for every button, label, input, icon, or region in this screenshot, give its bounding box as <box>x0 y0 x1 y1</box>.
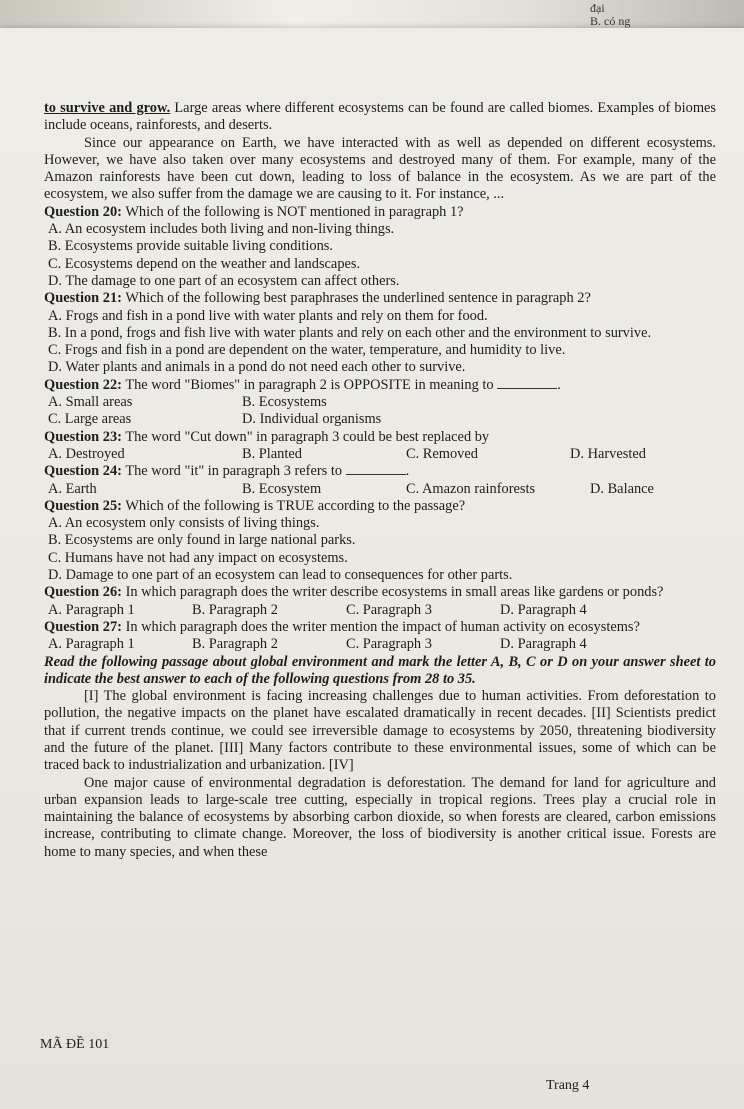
question-22-label: Question 22: <box>44 376 122 393</box>
q21-option-d[interactable]: D. Water plants and animals in a pond do not need each other to survive. <box>48 359 466 376</box>
question-26-text: In which paragraph does the writer describe ecosystems in small areas like gardens or ponds? <box>125 584 664 601</box>
question-27-text: In which paragraph does the writer mention the impact of human activity on ecosystems? <box>125 618 640 635</box>
passage-2-paragraph-1: [I] The global environment is facing increasing challenges due to human activities. From deforestation to pollution, the negative impacts on the planet have escalated dramatically in recent decades. [II] Scientists predict that if current trends continue, we could see irreversible damage to ecosystems by 2050, threatening biodiversity and the future of the planet. [III] Many factors contribute to these environmental issues, some of which can be traced back to industrialization and urbanization. [IV] <box>44 688 716 774</box>
q27-options-row <box>44 636 716 653</box>
q22-options-row-2 <box>44 411 716 428</box>
q22-option-b[interactable]: B. Ecosystems <box>242 394 327 411</box>
q25-option-d[interactable]: D. Damage to one part of an ecosystem can lead to consequences for other parts. <box>48 567 513 584</box>
q24-option-c[interactable]: C. Amazon rainforests <box>406 480 536 497</box>
passage-instruction: Read the following passage about global environment and mark the letter A, B, C or D on your answer sheet to indicate the best answer to each of the following questions from 28 to 35. <box>44 653 716 687</box>
q27-option-d[interactable]: D. Paragraph 4 <box>500 636 587 653</box>
question-20 <box>44 204 716 221</box>
question-20-text: Which of the following is NOT mentioned in paragraph 1? <box>125 203 464 220</box>
q27-option-c[interactable]: C. Paragraph 3 <box>346 636 432 653</box>
intro-paragraph-2: Since our appearance on Earth, we have interacted with as well as depended on different ecosystems. However, we have also taken over many ecosystems and destroyed many of them. For example, many of the Amazon rainforests have been cut down, leading to loss of balance in the ecosystem. As we are part of the ecosystem, we also suffer from the damage we are causing to it. For instance, ... <box>44 134 716 203</box>
q25-option-a[interactable]: A. An ecosystem only consists of living things. <box>48 515 320 532</box>
q26-option-c[interactable]: C. Paragraph 3 <box>346 601 432 618</box>
question-23-label: Question 23: <box>44 428 122 445</box>
q21-option-b[interactable]: B. In a pond, frogs and fish live with water plants and rely on each other and the environment to survive. <box>48 324 652 341</box>
q27-option-b[interactable]: B. Paragraph 2 <box>192 636 278 653</box>
q26-option-b[interactable]: B. Paragraph 2 <box>192 601 278 618</box>
q23-options-row <box>44 446 716 463</box>
answer-blank <box>497 378 557 389</box>
q24-option-b[interactable]: B. Ecosystem <box>242 480 322 497</box>
q25-option-b[interactable]: B. Ecosystems are only found in large national parks. <box>48 532 356 549</box>
question-27 <box>44 619 716 636</box>
q24-option-d[interactable]: D. Balance <box>590 480 654 497</box>
q27-option-a[interactable]: A. Paragraph 1 <box>48 636 135 653</box>
q20-option-d[interactable]: D. The damage to one part of an ecosystem can affect others. <box>48 272 400 289</box>
q24-options-row <box>44 481 716 498</box>
question-26-label: Question 26: <box>44 584 122 601</box>
question-23 <box>44 429 716 446</box>
question-25-text: Which of the following is TRUE according to the passage? <box>125 497 466 514</box>
q25-option-c[interactable]: C. Humans have not had any impact on ecosystems. <box>48 549 348 566</box>
question-21 <box>44 290 716 307</box>
question-22-text: The word "Biomes" in paragraph 2 is OPPOSITE in meaning to <box>125 376 494 393</box>
q22-option-a[interactable]: A. Small areas <box>48 394 133 411</box>
q20-option-b[interactable]: B. Ecosystems provide suitable living conditions. <box>48 238 333 255</box>
exam-code: MÃ ĐỀ 101 <box>40 1037 110 1052</box>
question-25 <box>44 498 716 515</box>
intro-paragraph-1 <box>44 100 716 135</box>
answer-blank <box>346 464 406 475</box>
question-21-text: Which of the following best paraphrases the underlined sentence in paragraph 2? <box>125 290 591 307</box>
question-21-label: Question 21: <box>44 290 122 307</box>
q22-option-c[interactable]: C. Large areas <box>48 411 132 428</box>
corner-line-1: đại <box>590 1 605 15</box>
q26-options-row <box>44 602 716 619</box>
question-24: Question 24: The word "it" in paragraph 3 refers to . <box>44 463 410 480</box>
question-27-label: Question 27: <box>44 618 122 635</box>
q23-option-b[interactable]: B. Planted <box>242 445 302 462</box>
question-22: Question 22: The word "Biomes" in paragraph 2 is OPPOSITE in meaning to . <box>44 376 561 393</box>
question-26 <box>44 584 716 601</box>
page-content <box>44 100 716 861</box>
q23-option-a[interactable]: A. Destroyed <box>48 445 125 462</box>
question-20-label: Question 20: <box>44 203 122 220</box>
q23-option-d[interactable]: D. Harvested <box>570 445 646 462</box>
q23-option-c[interactable]: C. Removed <box>406 445 478 462</box>
passage-2-paragraph-2: One major cause of environmental degradation is deforestation. The demand for land for agriculture and urban expansion leads to large-scale tree cutting, especially in tropical regions. Trees play a crucial role in maintaining the balance of ecosystems by absorbing carbon dioxide, so when forests are cleared, carbon emissions increase, contributing to climate change. Moreover, the loss of biodiversity is another critical issue. Forests are home to many species, and when these <box>44 774 716 860</box>
page-number: Trang 4 <box>546 1078 590 1093</box>
q24-option-a[interactable]: A. Earth <box>48 480 97 497</box>
q22-options-row-1 <box>44 394 716 411</box>
question-24-text: The word "it" in paragraph 3 refers to <box>125 463 343 480</box>
question-25-label: Question 25: <box>44 497 122 514</box>
exam-page <box>0 28 744 1109</box>
question-23-text: The word "Cut down" in paragraph 3 could be best replaced by <box>125 428 490 445</box>
q26-option-d[interactable]: D. Paragraph 4 <box>500 601 587 618</box>
intro-lead: to survive and grow. <box>44 100 171 116</box>
q21-option-c[interactable]: C. Frogs and fish in a pond are dependent on the water, temperature, and humidity to live. <box>48 342 566 359</box>
corner-line-2: B. có ng <box>590 14 631 28</box>
q21-option-a[interactable]: A. Frogs and fish in a pond live with water plants and rely on them for food. <box>48 307 488 324</box>
q20-option-a[interactable]: A. An ecosystem includes both living and non-living things. <box>48 221 395 238</box>
q26-option-a[interactable]: A. Paragraph 1 <box>48 601 135 618</box>
q20-option-c[interactable]: C. Ecosystems depend on the weather and landscapes. <box>48 255 361 272</box>
intro-p1-text: Large areas where different ecosystems can be found are called biomes. Examples of biomes include oceans, rainforests, and deserts. <box>44 100 716 134</box>
q22-option-d[interactable]: D. Individual organisms <box>242 411 382 428</box>
question-24-label: Question 24: <box>44 463 122 480</box>
